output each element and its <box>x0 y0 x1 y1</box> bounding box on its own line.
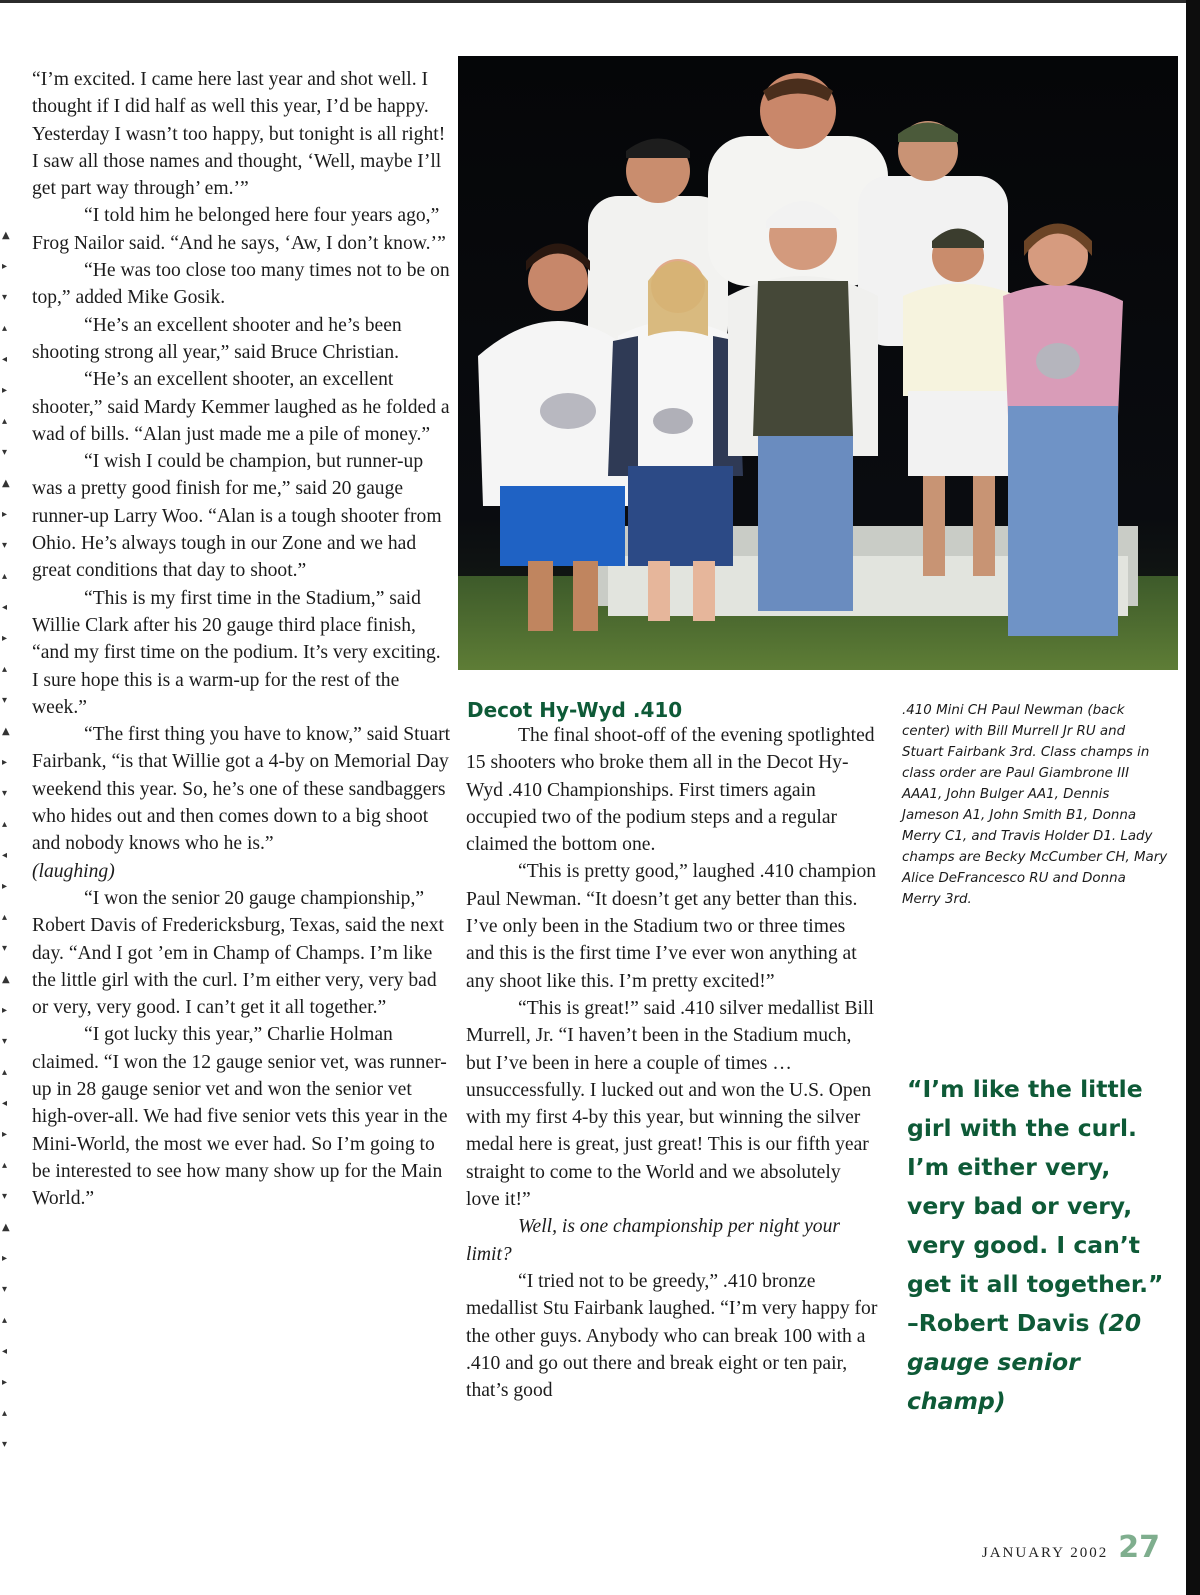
scan-margin-mark: ◂ <box>2 850 8 861</box>
scan-margin-mark: ▸ <box>2 1377 8 1388</box>
scan-margin-mark: ▴ <box>2 1315 8 1326</box>
scan-margin-mark: ▾ <box>2 1191 8 1202</box>
scan-margin-mark: ▲ <box>2 230 10 241</box>
scan-margin-mark: ▾ <box>2 695 8 706</box>
scan-margin-mark: ▴ <box>2 323 8 334</box>
paragraph: “I tried not to be greedy,” .410 bronze medallist Stu Fairbank laughed. “I’m very happy for the other guys. Anybody who can break 100 with a .410 and go out there and break eight or ten pair, that’s good <box>466 1270 878 1402</box>
paragraph: “He was too close too many times not to be on top,” added Mike Gosik. <box>32 260 450 309</box>
scan-margin-mark: ▴ <box>2 416 8 427</box>
scan-margin-mark: ▲ <box>2 974 10 985</box>
scan-margin-mark: ▴ <box>2 1160 8 1171</box>
pull-quote-attribution-note: (20 gauge senior champ) <box>907 1309 1142 1415</box>
scan-margin-mark: ◂ <box>2 1098 8 1109</box>
scan-margin-mark: ▾ <box>2 1036 8 1047</box>
scan-margin-mark: ▾ <box>2 447 8 458</box>
paragraph: “The first thing you have to know,” said Stuart Fairbank, “is that Willie got a 4-by on Memorial Day weekend this year. So, he’s one of these sandbaggers who hides out and then comes down to a big shoot and nobody knows who he is.” <box>32 724 451 855</box>
pull-quote-text: “I’m like the little girl with the curl. I’m either very, very bad or very, very good. I can’t get it all together.” <box>907 1075 1164 1298</box>
scan-margin-mark: ◂ <box>2 1346 8 1357</box>
scan-margin-mark: ▴ <box>2 1067 8 1078</box>
scan-margin-mark: ▾ <box>2 788 8 799</box>
paragraph: “He’s an excellent shooter and he’s been shooting strong all year,” said Bruce Christian. <box>32 314 402 363</box>
middle-text-column <box>466 722 878 1404</box>
scan-margin-mark: ▲ <box>2 726 10 737</box>
scan-margin-marks <box>0 230 12 1490</box>
scan-margin-mark: ▸ <box>2 881 8 892</box>
pull-quote-attribution-line <box>907 1304 1169 1421</box>
paragraph: “This is great!” said .410 silver medallist Bill Murrell, Jr. “I haven’t been in the Stadium much, but I’ve been in here a couple of times … unsuccessfully. I lucked out and won the U.S. Open with my first 4-by this year, but winning the silver medal here is great, just great! This is our fifth year straight to come to the World and we absolutely love it!” <box>466 997 874 1211</box>
paragraph: “I wish I could be champion, but runner-up was a pretty good finish for me,” said 20 gauge runner-up Larry Woo. “Alan is a tough shooter from Ohio. He’s always tough in our Zone and we had great conditions that day to shoot.” <box>32 451 442 582</box>
scan-margin-mark: ▴ <box>2 571 8 582</box>
scan-margin-mark: ▸ <box>2 1129 8 1140</box>
page-top-edge <box>0 0 1200 3</box>
left-text-column <box>32 66 452 1212</box>
scan-margin-mark: ▸ <box>2 509 8 520</box>
paragraph: “This is my first time in the Stadium,” said Willie Clark after his 20 gauge third place finish, “and my first time on the podium. It’s very exciting. I sure hope this is a warm-up for the rest of the week.” <box>32 587 441 718</box>
paragraph: Well, is one championship per night your limit? <box>466 1216 841 1265</box>
scan-margin-mark: ▴ <box>2 912 8 923</box>
pull-quote <box>907 1070 1169 1421</box>
scan-margin-mark: ▸ <box>2 1253 8 1264</box>
paragraph: “I got lucky this year,” Charlie Holman claimed. “I won the 12 gauge senior vet, was runner-up in 28 gauge senior vet and won the senior vet high-over-all. We had five senior vets this year in the Mini-World, the most we ever had. So I’m going to be interested to see how many show up for the Main World.” <box>32 1024 448 1210</box>
paragraph: “He’s an excellent shooter, an excellent shooter,” said Mardy Kemmer laughed as he folded a wad of bills. “Alan just made me a pile of money.” <box>32 369 450 445</box>
scan-margin-mark: ▸ <box>2 385 8 396</box>
folio <box>982 1530 1160 1565</box>
issue-date: JANUARY 2002 <box>981 1545 1109 1561</box>
scan-margin-mark: ▴ <box>2 664 8 675</box>
paragraph: “I’m excited. I came here last year and shot well. I thought if I did half as well this year, I’d be happy. Yesterday I wasn’t too happy, but tonight is all right! I saw all those names and thought, ‘Well, maybe I’ll get part way through’ em.’” <box>32 69 446 200</box>
section-heading: Decot Hy-Wyd .410 <box>467 698 683 722</box>
scan-margin-mark: ▾ <box>2 1439 8 1450</box>
scan-margin-mark: ◂ <box>2 602 8 613</box>
paragraph: The final shoot-off of the evening spotlighted 15 shooters who broke them all in the Decot Hy-Wyd .410 Championships. First timers again occupied two of the podium steps and a regular claimed the bottom one. <box>466 725 875 856</box>
podium-photo-illustration <box>458 56 1178 670</box>
scan-margin-mark: ▲ <box>2 478 10 489</box>
scan-margin-mark: ▸ <box>2 633 8 644</box>
paragraph: “This is pretty good,” laughed .410 champion Paul Newman. “It doesn’t get any better than this. I’ve only been in the Stadium two or three times and this is the first time I’ve ever won anything at any shoot like this. I’m pretty excited!” <box>466 861 877 992</box>
paragraph: (laughing) <box>32 860 115 882</box>
scan-margin-mark: ▾ <box>2 540 8 551</box>
photo-caption: .410 Mini CH Paul Newman (back center) with Bill Murrell Jr RU and Stuart Fairbank 3rd. Class champs in class order are Paul Giambrone III AAA1, John Bulger AA1, Dennis Jameson A1, John Smith B1, Donna Merry C1, and Travis Holder D1. Lady champs are Becky McCumber CH, Mary Alice DeFrancesco RU and Donna Merry 3rd. <box>902 703 1168 907</box>
page-number: 27 <box>1118 1530 1160 1565</box>
scan-margin-mark: ▾ <box>2 1284 8 1295</box>
page-right-edge <box>1186 0 1200 1595</box>
scan-margin-mark: ▲ <box>2 1222 10 1233</box>
scan-margin-mark: ▴ <box>2 819 8 830</box>
scan-margin-mark: ▸ <box>2 1005 8 1016</box>
scan-margin-mark: ▸ <box>2 757 8 768</box>
scan-margin-mark: ▾ <box>2 943 8 954</box>
scan-margin-mark: ▴ <box>2 1408 8 1419</box>
pull-quote-attribution: –Robert Davis <box>907 1309 1090 1337</box>
scan-margin-mark: ▸ <box>2 261 8 272</box>
scan-margin-mark: ▾ <box>2 292 8 303</box>
podium-photo <box>458 56 1178 670</box>
paragraph: “I told him he belonged here four years ago,” Frog Nailor said. “And he says, ‘Aw, I don’t know.’” <box>32 205 446 254</box>
scan-margin-mark: ◂ <box>2 354 8 365</box>
paragraph: “I won the senior 20 gauge championship,” Robert Davis of Fredericksburg, Texas, said the next day. “And I got ’em in Champ of Champs. I’m like the little girl with the curl. I’m either very, very bad or very, very good. I can’t get it all together.” <box>32 887 445 1019</box>
